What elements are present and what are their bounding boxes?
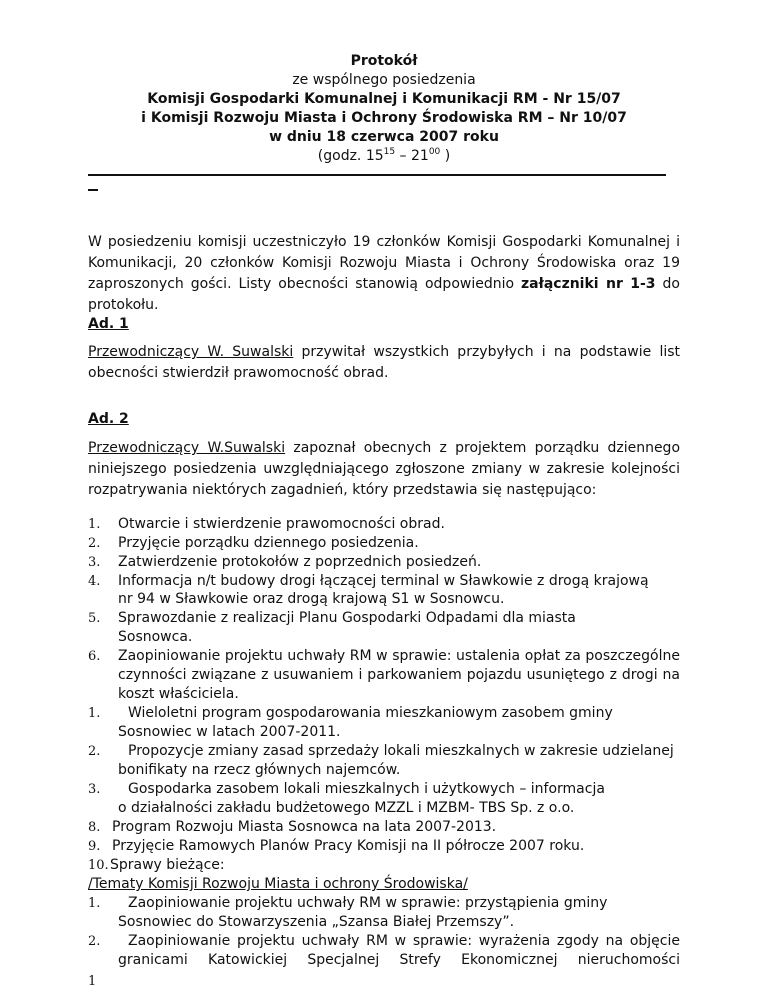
ad2-paragraph: Przewodniczący W.Suwalski zapoznał obecnych z projektem porządku dziennego niniejszego posiedzenia uwzględniającego zgłoszone zmiany w zakresie kolejności rozpatrywania niektórych zagadnień, który przedstawia się następująco: [88, 440, 681, 498]
time-start-sup: 15 [383, 147, 396, 157]
subtitle: ze wspólnego posiedzenia [292, 72, 476, 88]
attachments-ref: załączniki nr 1-3 [521, 276, 656, 292]
meeting-date: w dniu 18 czerwca 2007 roku [269, 129, 499, 145]
commission-2: i Komisji Rozwoju Miasta i Ochrony Środowiska RM – Nr 10/07 [141, 110, 627, 126]
divider-dash [88, 189, 98, 191]
ad2-heading: Ad. 2 [88, 411, 129, 427]
page-number: 1 [88, 974, 97, 989]
ad1-heading: Ad. 1 [88, 316, 129, 332]
time-end-sup: 00 [428, 147, 441, 157]
ad1-paragraph: Przewodniczący W. Suwalski przywitał wszystkich przybyłych i na podstawie list obecności stwierdził prawomocność obrad. [88, 344, 681, 381]
intro-paragraph: W posiedzeniu komisji uczestniczyło 19 członków Komisji Gospodarki Komunalnej i Komunikacji, 20 członków Komisji Rozwoju Miasta i Ochrony Środowiska oraz 19 zaproszonych gości. Listy obecności stanowią odpowiednio załączniki nr 1-3 do protokołu. [88, 234, 680, 313]
ad1-speaker: Przewodniczący W. Suwalski [88, 344, 294, 360]
ad2-speaker: Przewodniczący W.Suwalski [88, 440, 286, 456]
page-title: Protokół [350, 53, 418, 69]
commission-1: Komisji Gospodarki Komunalnej i Komunikacji RM - Nr 15/07 [147, 91, 621, 107]
time-mid: – 21 [395, 148, 429, 164]
time-suffix: ) [440, 148, 451, 164]
divider-line [88, 174, 666, 176]
meeting-time: (godz. $15^{15} - 21^{00}$ ) [317, 147, 451, 164]
